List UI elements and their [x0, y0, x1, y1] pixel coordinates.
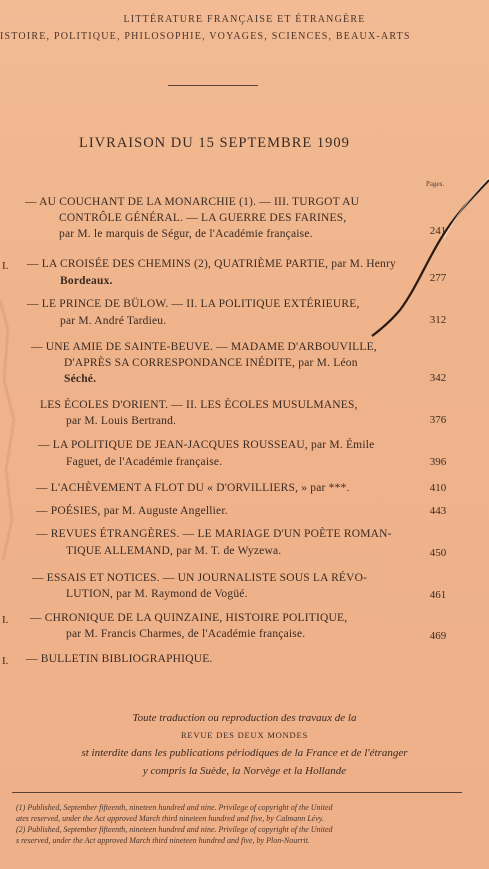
toc-entry-line: — LE PRINCE DE BÜLOW. — II. LA POLITIQUE EXTÉRIEURE, — [27, 298, 360, 310]
footnote-line: ates reserved, under the Act approved March third nineteen hundred and five, by Calmann Lévy. — [16, 814, 324, 823]
toc-entry-line: — AU COUCHANT DE LA MONARCHIE (1). — III. TURGOT AU — [25, 196, 360, 208]
toc-entry-line: CONTRÔLE GÉNÉRAL. — LA GUERRE DES FARINES, — [59, 212, 347, 224]
toc-page-number: 277 — [429, 272, 447, 284]
toc-entry-line: par M. André Tardieu. — [60, 315, 167, 327]
toc-page-number: 376 — [429, 414, 447, 426]
toc-entry-line: — UNE AMIE DE SAINTE-BEUVE. — MADAME D'ARBOUVILLE, — [31, 341, 377, 353]
toc-entry-line: par M. le marquis de Ségur, de l'Académie française. — [59, 228, 313, 240]
rights-notice-line: y compris la Suède, la Norvège et la Hollande — [142, 765, 347, 777]
toc-numeral: I. — [2, 614, 9, 626]
toc-entry-line: — LA POLITIQUE DE JEAN-JACQUES ROUSSEAU, par M. Émile — [38, 439, 375, 451]
toc-page-number: 396 — [429, 456, 447, 468]
header-line-2: ISTOIRE, POLITIQUE, PHILOSOPHIE, VOYAGES, SCIENCES, BEAUX-ARTS — [0, 31, 411, 42]
toc-entry-line: TIQUE ALLEMAND, par M. T. de Wyzewa. — [66, 545, 282, 557]
toc-numeral: I. — [2, 260, 9, 272]
toc-entry-line: par M. Francis Charmes, de l'Académie française. — [66, 628, 306, 640]
toc-entry-line: — REVUES ÉTRANGÈRES. — LE MARIAGE D'UN POÈTE ROMAN- — [36, 528, 392, 540]
rights-notice-line: Toute traduction ou reproduction des travaux de la — [132, 712, 357, 724]
header-divider — [168, 85, 258, 86]
toc-entry-line: — BULLETIN BIBLIOGRAPHIQUE. — [26, 653, 213, 665]
toc-page-number: 469 — [429, 630, 447, 642]
footnote-line: (1) Published, September fifteenth, nineteen hundred and nine. Privilege of copyright of the United — [16, 803, 333, 812]
footnote-divider — [12, 792, 462, 793]
toc-entry-line: — POÉSIES, par M. Auguste Angellier. — [36, 505, 228, 517]
toc-page-number: 342 — [429, 372, 447, 384]
rights-notice-journal: REVUE DES DEUX MONDES — [180, 730, 309, 740]
footnote-line: s reserved, under the Act approved March third nineteen hundred and five, by Plon-Nourrit. — [16, 836, 310, 845]
toc-entry-line: LUTION, par M. Raymond de Vogüé. — [66, 588, 248, 600]
toc-entry-line: — ESSAIS ET NOTICES. — UN JOURNALISTE SOUS LA RÉVO- — [32, 572, 368, 584]
toc-page-number: 241 — [429, 225, 447, 237]
issue-title: LIVRAISON DU 15 SEPTEMBRE 1909 — [79, 135, 350, 151]
rights-notice-line: st interdite dans les publications périodiques de la France et de l'étranger — [81, 747, 408, 759]
toc-page-number: 461 — [429, 589, 447, 601]
toc-entry-line: Séché. — [64, 373, 97, 385]
toc-entry-line: — CHRONIQUE DE LA QUINZAINE, HISTOIRE POLITIQUE, — [30, 612, 348, 624]
toc-entry-line: D'APRÈS SA CORRESPONDANCE INÉDITE, par M. Léon — [64, 357, 358, 369]
toc-entry-line: LES ÉCOLES D'ORIENT. — II. LES ÉCOLES MUSULMANES, — [40, 399, 358, 411]
toc-entry-line: Faguet, de l'Académie française. — [66, 456, 223, 468]
toc-entry-line: — L'ACHÈVEMENT A FLOT DU « D'ORVILLIERS, » par ***. — [36, 482, 350, 494]
toc-numeral: I. — [2, 655, 9, 667]
toc-entry-line: par M. Louis Bertrand. — [66, 415, 177, 427]
toc-page-number: 450 — [429, 547, 447, 559]
toc-page-number: 410 — [429, 482, 447, 494]
toc-page-number: 443 — [429, 505, 447, 517]
footnote-line: (2) Published, September fifteenth, nineteen hundred and nine. Privilege of copyright of the United — [16, 825, 333, 834]
toc-page-number: 312 — [429, 314, 447, 326]
toc-entry-line: Bordeaux. — [60, 275, 113, 287]
pages-column-label: Pages. — [426, 180, 445, 188]
toc-entry-line: — LA CROISÉE DES CHEMINS (2), QUATRIÈME PARTIE, par M. Henry — [27, 258, 396, 270]
header-line-1: LITTÉRATURE FRANÇAISE ET ÉTRANGÈRE — [123, 14, 366, 25]
